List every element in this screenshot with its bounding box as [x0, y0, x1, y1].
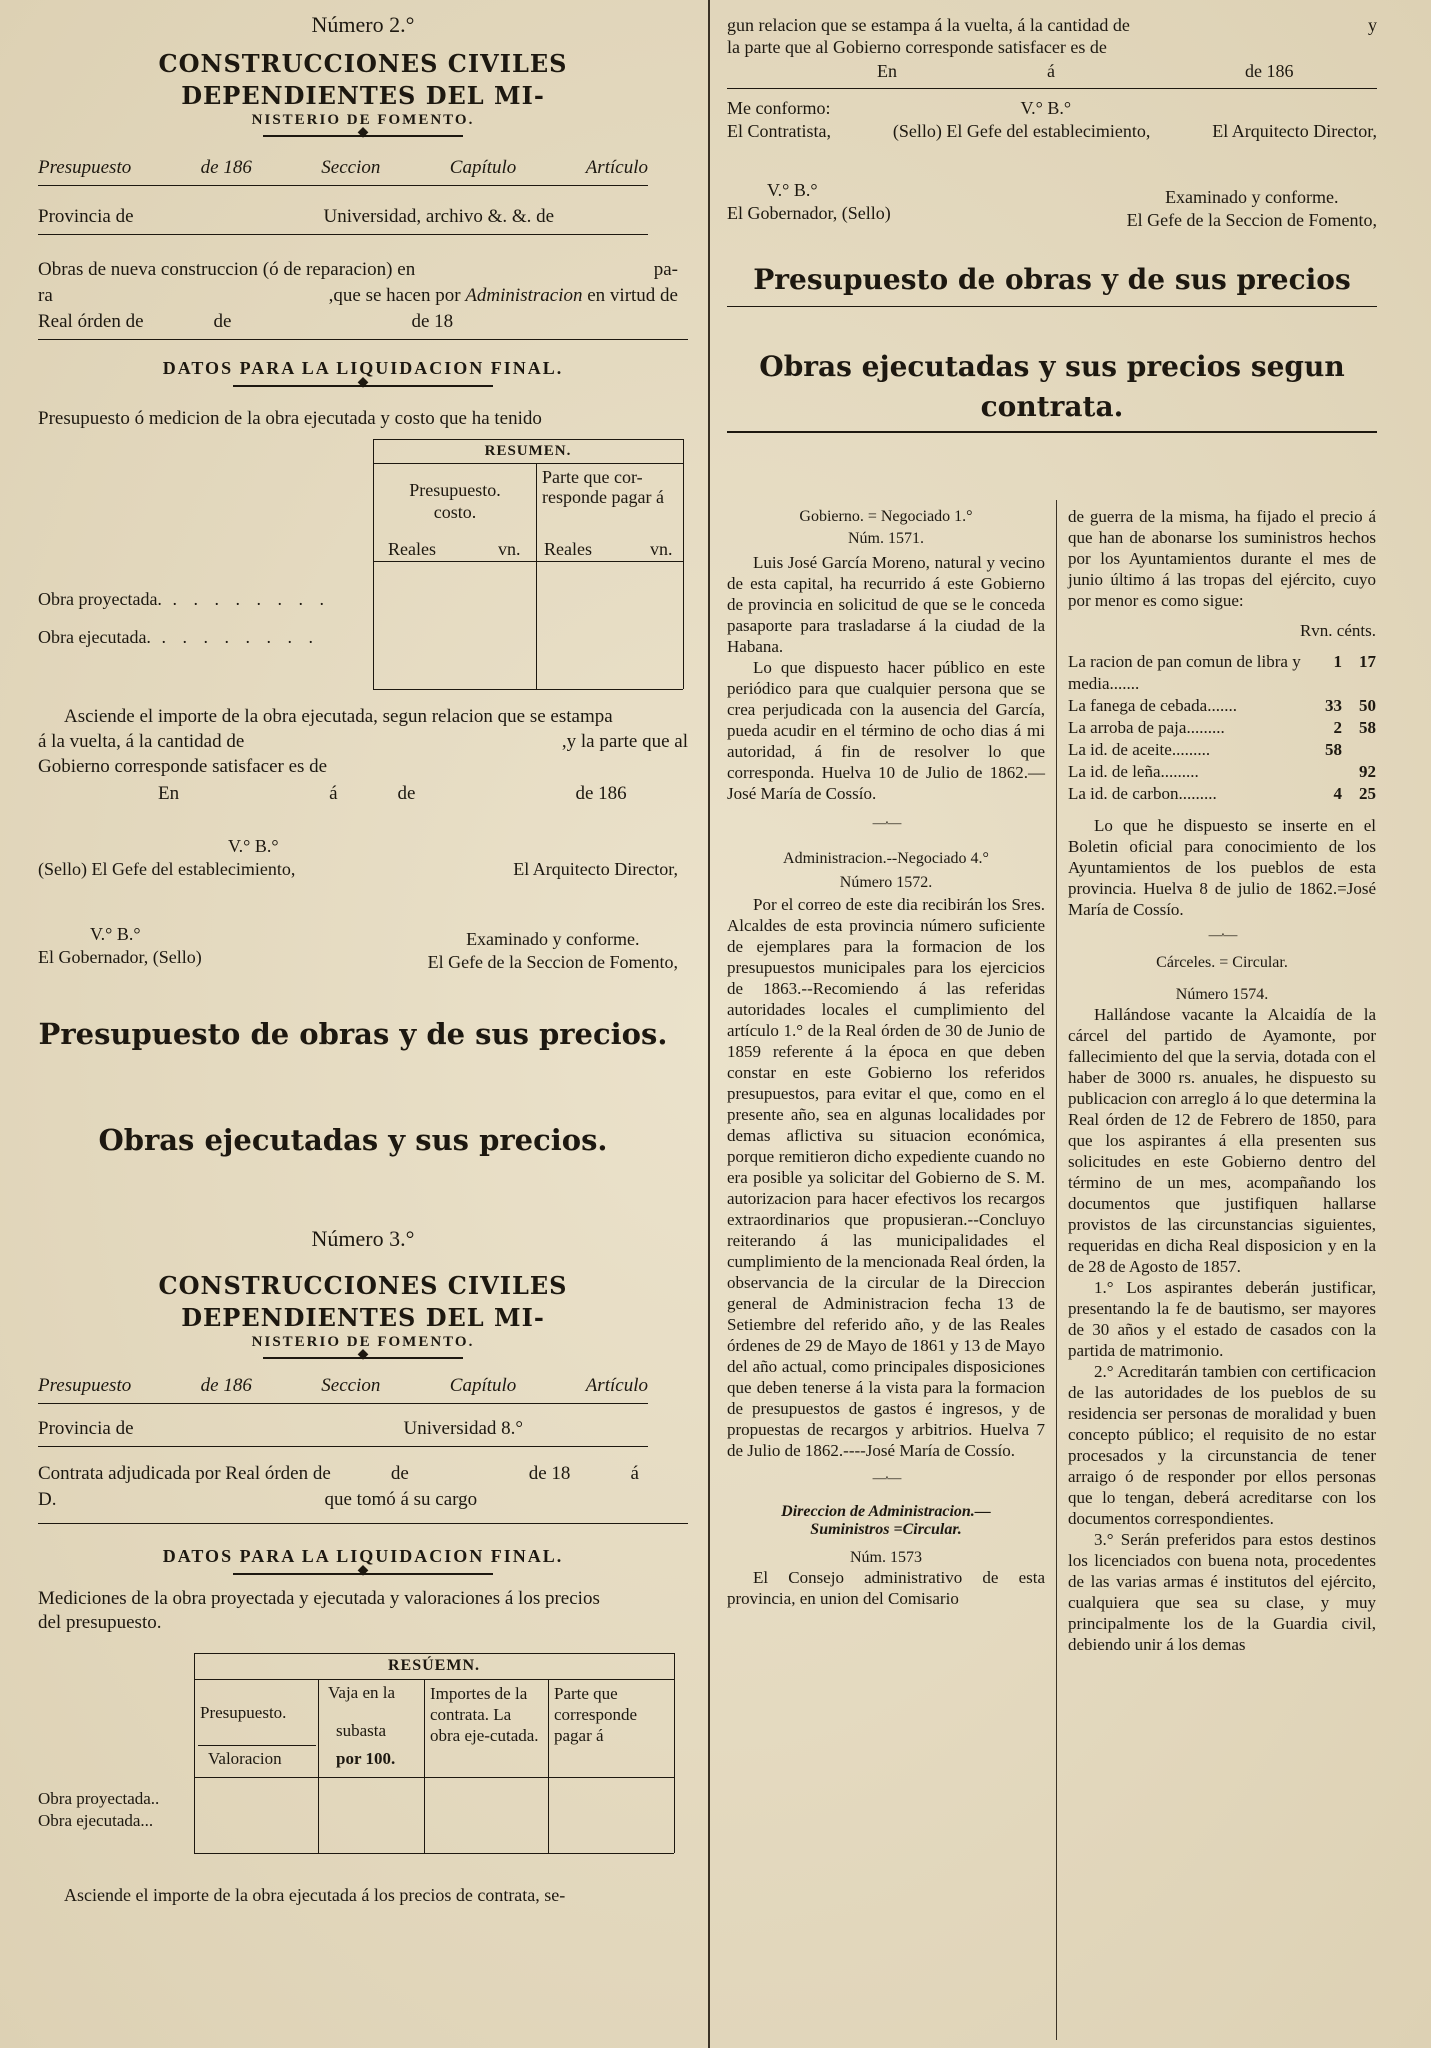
- obras-line1b: pa-: [653, 259, 678, 280]
- small-ornament: —·—: [872, 816, 900, 831]
- right-column: [727, 6, 1377, 437]
- right-title-obras-segun: Obras ejecutadas y sus precios segun contrata.: [759, 350, 1345, 423]
- budget-header-row: [38, 155, 688, 181]
- h-parte: Parte que corresponde pagar á: [554, 1684, 638, 1745]
- resumen-table: RESUMEN. Presupuesto. costo. Parte que cor-responde pagar á Reales vn. Reales vn. Obra proyectada. . . . . . . . . Obra ejecutada. . . . . . . . .: [38, 439, 688, 699]
- price-item-cents: 50: [1359, 696, 1376, 715]
- right-sig-gefe-seccion: El Gefe de la Seccion de Fomento,: [1126, 210, 1377, 230]
- column-divider: [708, 0, 710, 2048]
- label-universidad: Universidad, archivo &. &. de: [323, 206, 555, 227]
- price-item-rvn: 1: [1333, 652, 1342, 671]
- obras-line2c: Administracion: [465, 285, 583, 306]
- price-item-cents: 92: [1359, 762, 1376, 781]
- row-obra-proyectada: Obra proyectada.: [38, 589, 162, 609]
- subcolumn-b: [1068, 500, 1376, 1655]
- sig-gefe-seccion: El Gefe de la Seccion de Fomento,: [427, 952, 678, 972]
- col-costo: costo.: [433, 502, 477, 522]
- right-title-presupuesto: Presupuesto de obras y de sus precios: [753, 263, 1351, 296]
- label-articulo: Artículo: [585, 157, 648, 178]
- right-en: En: [877, 61, 897, 81]
- right-visto-bueno-2: V.° B.°: [767, 180, 818, 200]
- label-universidad-3: Universidad 8.°: [403, 1418, 523, 1439]
- label-capitulo: Capítulo: [449, 157, 517, 178]
- datos-heading-3: DATOS PARA LA LIQUIDACION FINAL.: [162, 1546, 564, 1566]
- col-vn-1: vn.: [498, 539, 521, 559]
- gobierno-negociado: Gobierno. = Negociado 1.°: [799, 508, 973, 525]
- price-item: [1068, 739, 1376, 761]
- heading-ministerio-3: NISTERIO DE FOMENTO.: [251, 1334, 475, 1350]
- price-item: [1068, 695, 1376, 717]
- carceles-circular: Cárceles. = Circular.: [1156, 954, 1288, 971]
- price-item: [1068, 761, 1376, 783]
- text-1574: Hallándose vacante la Alcaidía de la cárcel del partido de Ayamonte, por fallecimiento del que la servia, dotada con el haber de 3000 rs. anuales, he dispuesto su publicacion con arreglo á lo que determina la Real órden de 12 de Febrero de 1850, para que los aspirantes á ella presenten sus solicitudes en este Gobierno dentro del término de un mes, acompañando los documentos que justifiquen hallarse provistos de las circunstancias siguientes, requeridas en dicha Real disposicion y en la de 28 de Agosto de 1857.: [1068, 1005, 1376, 1276]
- num-1573: Núm. 1573: [850, 1549, 922, 1566]
- asciende-line1: Asciende el importe de la obra ejecutada, segun relacion que se estampa: [64, 706, 613, 727]
- contrata-line1: Contrata adjudicada por Real órden de: [38, 1463, 331, 1484]
- price-list: [1068, 651, 1376, 805]
- obras-line3a: Real órden de: [38, 311, 144, 332]
- right-sig-arquitecto: El Arquitecto Director,: [1212, 121, 1377, 141]
- price-item-rvn: 33: [1325, 696, 1342, 715]
- contrata-line2b: que tomó á su cargo: [324, 1489, 478, 1510]
- resumen-table-3: [38, 1653, 688, 1873]
- col-reales-1: Reales: [388, 539, 436, 559]
- label-de186-3: de 186: [200, 1375, 252, 1396]
- heading-ministerio: NISTERIO DE FOMENTO.: [251, 112, 475, 128]
- asciende-3: Asciende el importe de la obra ejecutada á los precios de contrata, se-: [64, 1885, 566, 1905]
- h-importes: Importes de la contrata. La obra eje-cutada.: [430, 1684, 539, 1745]
- label-de: de: [397, 783, 416, 804]
- divider: [38, 185, 648, 186]
- right-sig-gobernador: El Gobernador, (Sello): [727, 203, 891, 223]
- divider: [727, 306, 1377, 307]
- col-parte: Parte que cor-responde pagar á: [542, 467, 664, 507]
- price-item-rvn: 58: [1325, 740, 1342, 759]
- administracion-negociado: Administracion.--Negociado 4.°: [783, 850, 989, 867]
- small-ornament: —·—: [1208, 928, 1236, 943]
- obras-line3c: de 18: [411, 311, 454, 332]
- price-item-rvn: [1308, 761, 1342, 783]
- right-sig-gefe: (Sello) El Gefe del establecimiento,: [892, 121, 1151, 141]
- mediciones-line1: Mediciones de la obra proyectada y ejecutada y valoraciones á los precios: [38, 1588, 600, 1609]
- label-presupuesto: Presupuesto: [38, 157, 132, 178]
- divider: [38, 1446, 648, 1447]
- subcolumn-a: [727, 500, 1045, 1609]
- row-obra-ejecutada-3: Obra ejecutada...: [38, 1811, 154, 1830]
- num-1571: Núm. 1571.: [848, 530, 924, 547]
- obras-line1: Obras de nueva construccion (ó de reparacion) en: [38, 259, 416, 280]
- text-1572: Por el correo de este dia recibirán los Sres. Alcaldes de esta provincia número suficiente de ejemplares para la formacion de los presupuestos municipales para los ejercicios de 1863.--Recomiendo á las referidas autoridades locales el cumplimiento del artículo 1.° de la Real órden de 30 de Junio de 1859 referente á la época en que deben constar en este Gobierno los referidos presupuestos, para evitar el que, como en el presente año, sea en algunas localidades por demas aflictiva su situacion económica, porque remitieron dicho expediente cuando no era posible ya solicitar del Gobierno de S. M. autorizacion para hacer efectivos los recargos extraordinarios que propusieran.--Concluyo reiterando á las municipalidades el cumplimiento de la mencionada Real órden, la observancia de la circular de la Direccion general de Administracion fecha 13 de Setiembre del referido año, y de las Reales órdenes de 29 de Mayo de 1861 y 13 de Mayo del año actual, como principales disposiciones que deben tenerse á la vista para la formacion de presupuestos de gastos é ingresos, y de propuestas de recargos y arbitrios. Huelva 7 de Julio de 1862.----José María de Cossío.: [727, 895, 1045, 1460]
- divider: [727, 88, 1377, 89]
- budget-header-row-3: [38, 1373, 688, 1399]
- h-vaja3: por 100.: [336, 1749, 396, 1768]
- me-conformo: Me conformo:: [727, 98, 831, 118]
- price-item-label: La id. de carbon.........: [1068, 784, 1217, 803]
- province-row: [38, 204, 688, 230]
- obras-line2b: ,que se hacen por: [328, 285, 461, 306]
- label-seccion: Seccion: [321, 157, 381, 178]
- divider: [727, 431, 1377, 433]
- small-ornament: —·—: [872, 1471, 900, 1486]
- numero-3: Número 3.°: [311, 1226, 415, 1251]
- resumen-label-3: RESÚEMN.: [387, 1657, 480, 1674]
- label-provincia: Provincia de: [38, 206, 134, 227]
- divider: [38, 234, 648, 235]
- price-item: [1068, 783, 1376, 805]
- ornament: [233, 1569, 493, 1579]
- text-continuation: de guerra de la misma, ha fijado el precio á que han de abonarse los suministros hechos por los Ayuntamientos durante el mes de junio último á las tropas del ejército, cuyo por menor es como sigue:: [1068, 507, 1376, 610]
- text-1574-p3: 3.° Serán preferidos para estos destinos los licenciados con buena nota, procedentes de las varias armas é institutos del ejército, cualquiera que sea su clase, y muy principalmente los de la Guardia civil, debiendo unir á los demas: [1068, 1530, 1376, 1654]
- obras-line3b: de: [213, 311, 232, 332]
- sig-examinado: Examinado y conforme.: [466, 929, 640, 949]
- ornament: [263, 131, 463, 141]
- text-1574-p2: 2.° Acreditarán tambien con certificacion de las autoridades de los pueblos de su residencia ser personas de moralidad y buen concepto público; el requisito de no estar procesados y la circunstancia de tener arraigo ó de responder por ellos personas que lo tengan, deberá acreditarse con los documentos correspondientes.: [1068, 1362, 1376, 1528]
- price-item-rvn: 2: [1333, 718, 1342, 737]
- label-en: En: [158, 783, 180, 804]
- asciende-line2b: ,y la parte que al: [561, 731, 688, 752]
- numero-2: Número 2.°: [311, 12, 415, 37]
- rvn-cents-header: Rvn. cénts.: [1299, 621, 1376, 640]
- visto-bueno: V.° B.°: [228, 836, 279, 856]
- label-de186: de 186: [575, 783, 627, 804]
- price-item-label: La racion de pan comun de libra y media.......: [1068, 652, 1301, 693]
- title-obras-ejecutadas: Obras ejecutadas y sus precios.: [98, 1123, 608, 1157]
- mediciones-line2: del presupuesto.: [38, 1612, 162, 1633]
- price-item-cents: [1342, 739, 1376, 761]
- sig-arquitecto: El Arquitecto Director,: [513, 859, 678, 879]
- price-item: [1068, 651, 1376, 695]
- text-1571: Luis José García Moreno, natural y vecino de esta capital, ha recurrido á este Gobierno de provincia en solicitud de que se le conceda pasaporte para trasladarse á la ciudad de la Habana.: [727, 553, 1045, 656]
- price-item-label: La fanega de cebada.......: [1068, 696, 1237, 715]
- row-obra-ejecutada: Obra ejecutada.: [38, 627, 151, 647]
- datos-heading: DATOS PARA LA LIQUIDACION FINAL.: [162, 358, 564, 378]
- h-vaja1: Vaja en la: [328, 1683, 396, 1702]
- price-item-cents: 25: [1359, 784, 1376, 803]
- price-item-label: La id. de leña.........: [1068, 762, 1199, 781]
- col-vn-2: vn.: [650, 539, 673, 559]
- label-articulo-3: Artículo: [585, 1375, 648, 1396]
- right-a: á: [1047, 61, 1055, 81]
- sig-gefe: (Sello) El Gefe del establecimiento,: [38, 859, 296, 879]
- right-sig-examinado: Examinado y conforme.: [1165, 187, 1339, 207]
- text-1573: El Consejo administrativo de esta provincia, en union del Comisario: [727, 1568, 1045, 1608]
- h-vaja2: subasta: [336, 1721, 387, 1740]
- right-line1: gun relacion que se estampa á la vuelta, á la cantidad de: [727, 15, 1130, 35]
- divider: [38, 1523, 688, 1524]
- asciende-line2: á la vuelta, á la cantidad de: [38, 731, 245, 752]
- subcolumn-divider: [1056, 500, 1057, 2040]
- h-valoracion: Valoracion: [208, 1749, 282, 1768]
- label-seccion-3: Seccion: [321, 1375, 381, 1396]
- resumen-label: RESUMEN.: [484, 443, 572, 459]
- visto-bueno-2: V.° B.°: [90, 924, 141, 944]
- heading-construcciones-3: CONSTRUCCIONES CIVILES DEPENDIENTES DEL MI-: [158, 1271, 568, 1332]
- title-presupuesto-obras: Presupuesto de obras y de sus precios.: [38, 1017, 668, 1051]
- obras-line2a: ra: [38, 285, 53, 306]
- right-line2: la parte que al Gobierno corresponde satisfacer es de: [727, 37, 1107, 57]
- price-item-cents: 58: [1359, 718, 1376, 737]
- text-1574-p1: 1.° Los aspirantes deberán justificar, presentando la fe de bautismo, ser mayores de 30 años y el estado de casados con la partida de matrimonio.: [1068, 1278, 1376, 1360]
- num-1572: Número 1572.: [839, 874, 933, 891]
- right-visto-bueno: V.° B.°: [1020, 98, 1072, 118]
- province-row-3: [38, 1416, 688, 1442]
- label-de186: de 186: [200, 157, 252, 178]
- label-presupuesto-3: Presupuesto: [38, 1375, 132, 1396]
- sig-contratista: El Contratista,: [727, 121, 831, 141]
- contrata-line1b: de: [390, 1463, 409, 1484]
- label-a: á: [329, 783, 338, 804]
- label-provincia-3: Provincia de: [38, 1418, 134, 1439]
- text-after-prices: Lo que he dispuesto se inserte en el Boletin oficial para conocimiento de los Ayuntamientos de los pueblos de esta provincia. Huelva 8 de julio de 1862.=José María de Cossío.: [1068, 816, 1376, 919]
- asciende-line3: Gobierno corresponde satisfacer es de: [38, 756, 328, 777]
- h-presupuesto: Presupuesto.: [200, 1703, 287, 1722]
- text-1571b: Lo que dispuesto hacer público en este periódico para que cualquier persona que se crea perjudicada con la ausencia del García, pueda acudir en el término de ocho dias á mi autoridad, á fin de resolver lo que corresponda. Huelva 10 de Julio de 1862.—José María de Cossío.: [727, 658, 1045, 803]
- direccion-administracion: Direccion de Administracion.— Suministros =Circular.: [781, 1503, 991, 1538]
- contrata-block: [38, 1461, 678, 1513]
- price-item-label: La id. de aceite.........: [1068, 740, 1211, 759]
- price-item-rvn: 4: [1333, 784, 1342, 803]
- ornament: [233, 381, 493, 391]
- sig-gobernador: El Gobernador, (Sello): [38, 947, 202, 967]
- contrata-line1d: á: [630, 1463, 639, 1484]
- col-reales-2: Reales: [544, 539, 592, 559]
- right-line1b: y: [1368, 15, 1377, 35]
- right-de186: de 186: [1245, 61, 1294, 81]
- asciende-block: [38, 705, 688, 807]
- price-item-cents: 17: [1359, 652, 1376, 671]
- label-capitulo-3: Capítulo: [449, 1375, 517, 1396]
- obras-line2d: en virtud de: [587, 285, 678, 306]
- ornament: [263, 1353, 463, 1363]
- contrata-line1c: de 18: [528, 1463, 571, 1484]
- obras-block: [38, 257, 678, 335]
- left-column: [38, 6, 688, 1907]
- presupuesto-text: Presupuesto ó medicion de la obra ejecutada y costo que ha tenido: [38, 408, 542, 429]
- price-item: [1068, 717, 1376, 739]
- divider: [38, 339, 688, 340]
- col-presupuesto: Presupuesto.: [409, 480, 501, 500]
- price-item-label: La arroba de paja.........: [1068, 718, 1225, 737]
- divider: [38, 1403, 648, 1404]
- row-obra-proyectada-3: Obra proyectada..: [38, 1789, 160, 1808]
- contrata-line2a: D.: [38, 1489, 57, 1510]
- num-1574: Número 1574.: [1175, 986, 1269, 1003]
- heading-construcciones: CONSTRUCCIONES CIVILES DEPENDIENTES DEL MI-: [158, 49, 568, 110]
